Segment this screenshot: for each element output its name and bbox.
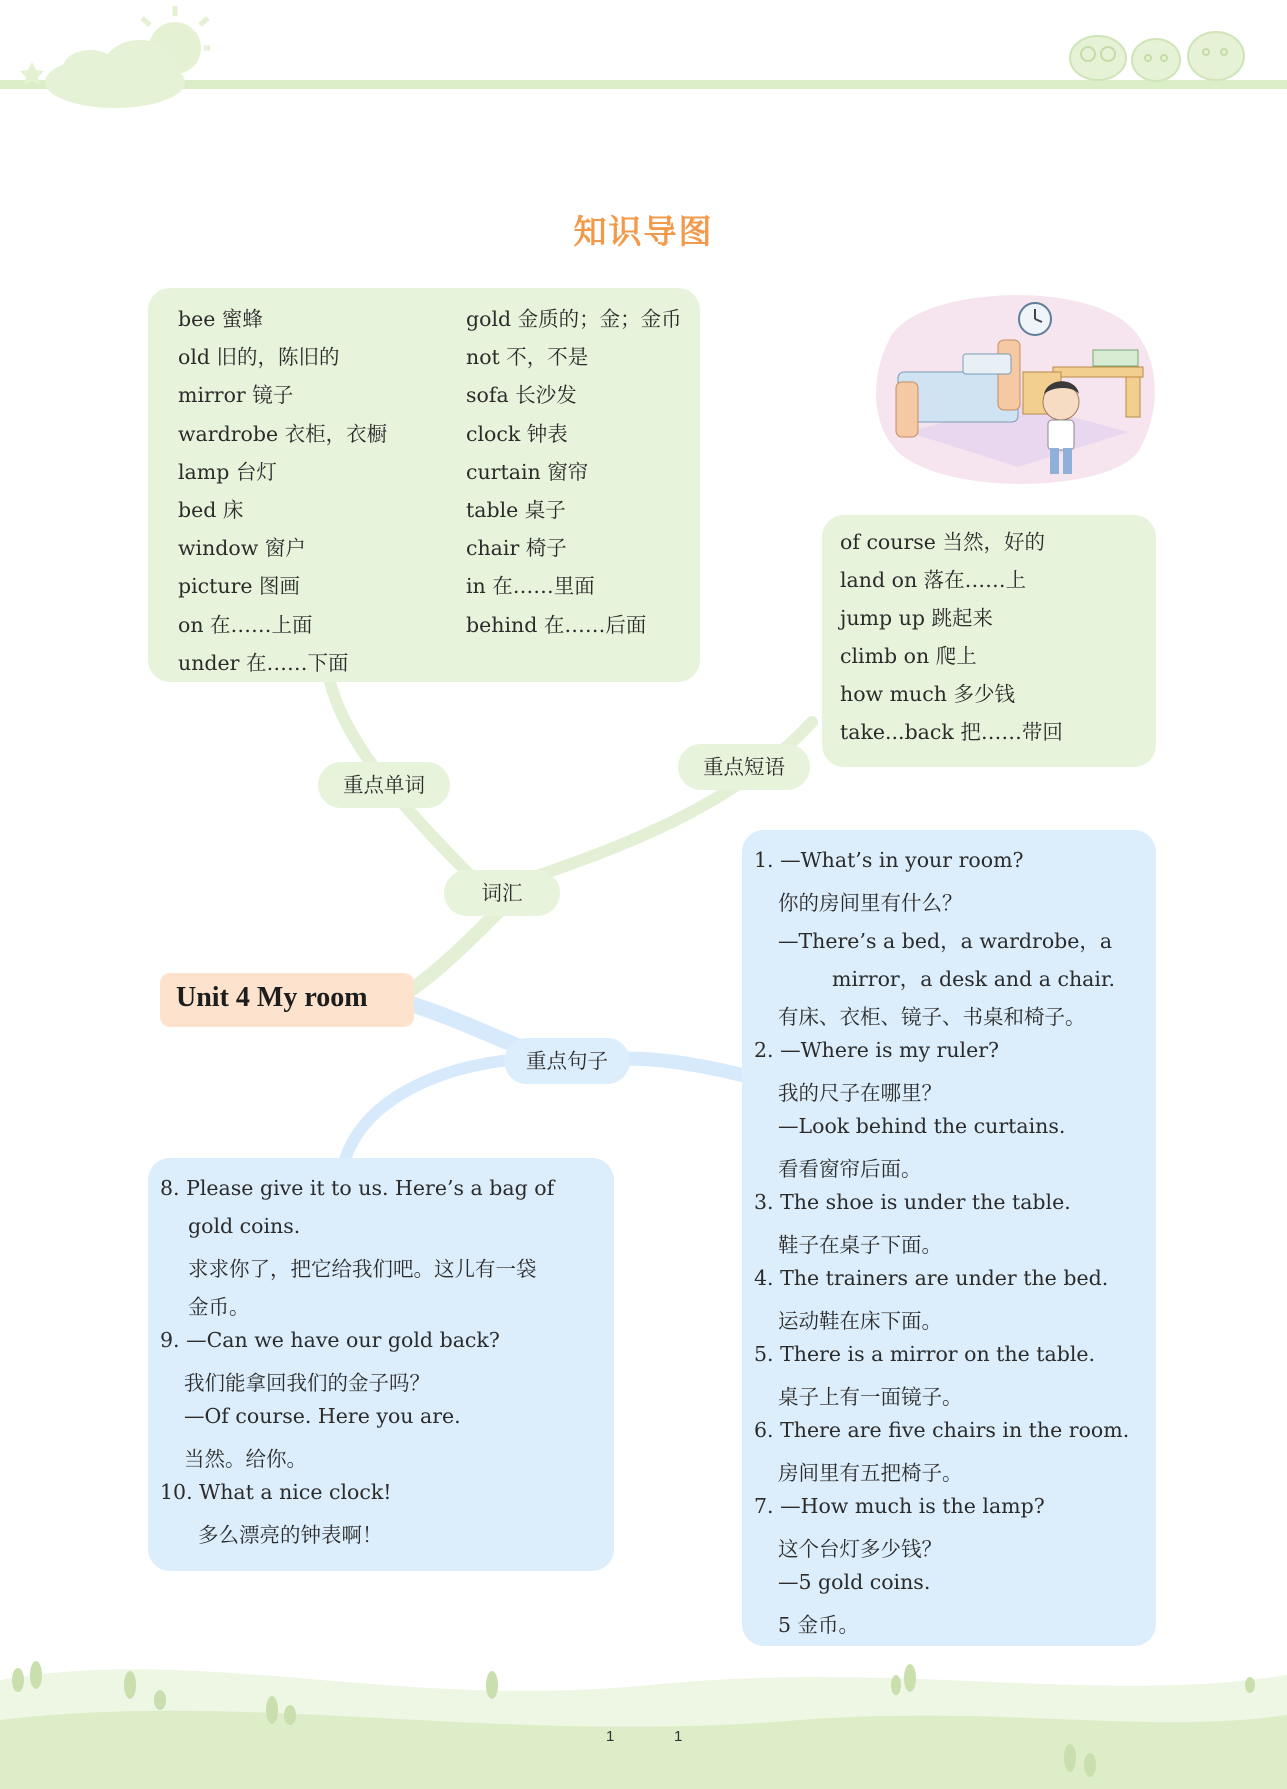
word-item: in 在……里面	[466, 574, 595, 599]
sentence-line: 6. There are five chairs in the room.	[754, 1418, 1130, 1442]
sentence-line: mirror，a desk and a chair.	[832, 967, 1116, 991]
sentence-line: 我们能拿回我们的金子吗？	[184, 1371, 430, 1395]
key-sentences-box-right	[742, 830, 1156, 1646]
word-item: mirror 镜子	[178, 383, 294, 408]
word-item: picture 图画	[178, 574, 301, 599]
sentence-line: 有床、衣柜、镜子、书桌和椅子。	[778, 1005, 1086, 1029]
phrase-item: take...back 把……带回	[840, 720, 1063, 744]
unit-title: Unit 4 My room	[176, 982, 368, 1013]
sentence-line: —Of course. Here you are.	[184, 1404, 461, 1428]
word-item: window 窗户	[178, 536, 306, 561]
phrase-item: climb on 爬上	[840, 644, 977, 668]
word-item: bed 床	[178, 497, 244, 522]
sentence-line: 5 金币。	[778, 1613, 860, 1637]
word-item: bee 蜜蜂	[178, 307, 263, 331]
sentence-line: 8. Please give it to us. Here’s a bag of	[160, 1176, 555, 1200]
sentence-line: 1. —What’s in your room?	[754, 848, 1024, 872]
phrase-item: land on 落在……上	[840, 568, 1027, 592]
sentence-line: 桌子上有一面镜子。	[778, 1385, 963, 1409]
page-title: 知识导图	[573, 212, 714, 251]
node-key-sentences: 重点句子	[504, 1038, 630, 1084]
word-item: table 桌子	[466, 497, 566, 522]
phrase-item: of course 当然，好的	[840, 530, 1045, 554]
sentence-line: 2. —Where is my ruler?	[754, 1038, 1000, 1062]
word-item: on 在……上面	[178, 612, 313, 637]
sentence-line: 你的房间里有什么？	[778, 891, 963, 915]
sentence-line: 3. The shoe is under the table.	[754, 1190, 1071, 1214]
key-words-box	[148, 288, 700, 682]
bedroom-illustration	[868, 282, 1160, 492]
words-right-column	[466, 300, 682, 644]
sentence-line: 求求你了，把它给我们吧。这儿有一袋	[188, 1257, 537, 1281]
sentence-line: 当然。给你。	[184, 1447, 307, 1471]
sentence-line: 我的尺子在哪里？	[778, 1081, 942, 1105]
phrase-item: jump up 跳起来	[840, 606, 993, 630]
phrase-item: how much 多少钱	[840, 682, 1015, 706]
sentence-line: 金币。	[188, 1295, 250, 1319]
node-vocab: 词汇	[444, 870, 560, 916]
sentence-line: —Look behind the curtains.	[778, 1114, 1066, 1138]
words-left-column	[178, 300, 387, 682]
word-item: under 在……下面	[178, 650, 349, 675]
node-key-phrases: 重点短语	[678, 744, 810, 790]
sentence-line: 4. The trainers are under the bed.	[754, 1266, 1109, 1290]
sentence-line: 这个台灯多少钱？	[778, 1537, 942, 1561]
sentence-line: 5. There is a mirror on the table.	[754, 1342, 1096, 1366]
sentence-line: 房间里有五把椅子。	[778, 1461, 963, 1485]
sentence-line: 9. —Can we have our gold back?	[160, 1328, 500, 1352]
key-sentences-box-left	[148, 1158, 614, 1571]
node-key-words: 重点单词	[318, 762, 450, 808]
word-item: sofa 长沙发	[466, 383, 577, 408]
word-item: old 旧的，陈旧的	[178, 345, 340, 370]
page-number-left: 1	[606, 1728, 615, 1745]
sentence-line: —5 gold coins.	[778, 1570, 931, 1594]
sentence-line: 鞋子在桌子下面。	[778, 1233, 942, 1257]
ground-decoration	[0, 1650, 1287, 1789]
word-item: wardrobe 衣柜，衣橱	[178, 421, 388, 446]
sentence-line: 运动鞋在床下面。	[778, 1309, 942, 1333]
sentence-line: 多么漂亮的钟表啊！	[198, 1523, 383, 1547]
word-item: curtain 窗帘	[466, 459, 589, 484]
word-item: chair 椅子	[466, 536, 567, 561]
key-phrases-box	[822, 515, 1156, 767]
word-item: behind 在……后面	[466, 612, 647, 637]
word-item: gold 金质的；金；金币	[466, 307, 682, 331]
word-item: clock 钟表	[466, 421, 568, 446]
word-item: lamp 台灯	[178, 459, 277, 484]
sentence-line: 10. What a nice clock!	[160, 1480, 392, 1504]
word-item: not 不，不是	[466, 345, 589, 370]
sentence-line: 7. —How much is the lamp?	[754, 1494, 1045, 1518]
sentence-line: gold coins.	[188, 1214, 301, 1238]
sentence-line: 看看窗帘后面。	[778, 1157, 922, 1181]
sentence-line: —There’s a bed，a wardrobe，a	[778, 929, 1113, 953]
page-number-right: 1	[674, 1728, 683, 1745]
